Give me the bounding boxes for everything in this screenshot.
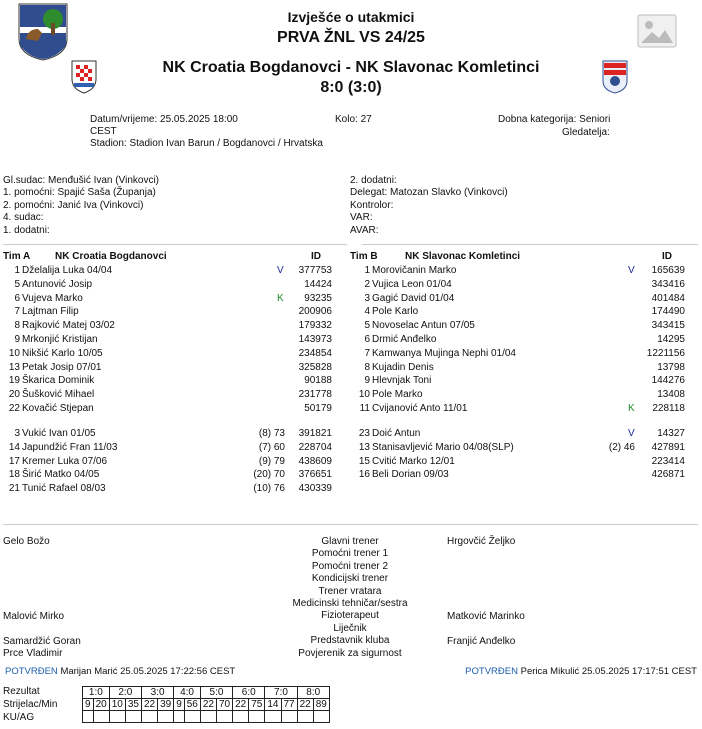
timeline-scores-row bbox=[83, 687, 330, 699]
player-number: 23 bbox=[358, 428, 370, 439]
player-number: 3 bbox=[14, 428, 20, 439]
player-number: 7 bbox=[14, 306, 20, 318]
official-assistant-1: 1. pomoćni: Spajić Saša (Županja) bbox=[3, 187, 156, 199]
player-id: 93235 bbox=[304, 292, 332, 304]
timeline-card-cell bbox=[313, 711, 329, 723]
team-a-physio: Malović Mirko bbox=[3, 611, 65, 622]
timeline-score-cell: 5:0 bbox=[200, 687, 232, 699]
timeline-label-cards: KU/AG bbox=[3, 712, 35, 723]
team-a-security: Prce Vladimir bbox=[3, 648, 63, 659]
timeline-score-cell: 8:0 bbox=[297, 687, 329, 699]
role-assistant-coach-1: Pomoćni trener 1 bbox=[311, 548, 389, 560]
player-id: 438609 bbox=[298, 455, 332, 467]
timeline-scorer-cell: 14 bbox=[265, 699, 281, 711]
player-number: 1 bbox=[364, 265, 370, 276]
team-a-confirmed-by: Marijan Marić 25.05.2025 17:22:56 CEST bbox=[60, 666, 236, 677]
match-round: Kolo: 27 bbox=[335, 114, 372, 125]
role-fitness-coach: Kondicijski trener bbox=[311, 573, 389, 585]
officials-right bbox=[350, 175, 508, 237]
official-additional-2: 2. dodatni: bbox=[350, 175, 397, 186]
player-number: 9 bbox=[364, 375, 370, 387]
player-id: 144276 bbox=[651, 375, 685, 387]
player-id: 376651 bbox=[298, 469, 332, 481]
player-id: 174490 bbox=[651, 306, 685, 318]
player-id: 377753 bbox=[298, 265, 332, 276]
player-number: 18 bbox=[8, 469, 20, 481]
timeline-label-scorer: Strijelac/Min bbox=[3, 699, 58, 710]
role-head-coach: Glavni trener bbox=[321, 536, 379, 547]
player-name: Mrkonjić Kristijan bbox=[22, 334, 98, 345]
player-name: Škarica Dominik bbox=[22, 375, 95, 387]
goalkeeper-flag: V bbox=[277, 265, 284, 276]
timeline-scorers-row bbox=[83, 699, 330, 711]
player-name: Kovačić Stjepan bbox=[22, 403, 94, 414]
official-fourth: 4. sudac: bbox=[3, 212, 44, 224]
player-name: Kremer Luka 07/06 bbox=[22, 455, 108, 467]
player-id: 13798 bbox=[657, 361, 685, 373]
team-a-label: Tim A bbox=[3, 251, 31, 262]
timeline-minute-cell: 89 bbox=[313, 699, 329, 711]
player-name: Gagić David 01/04 bbox=[372, 292, 455, 304]
player-id: 13408 bbox=[657, 389, 685, 401]
player-id: 50179 bbox=[304, 403, 332, 414]
player-name: Novoselac Antun 07/05 bbox=[372, 320, 475, 332]
staff-roles bbox=[250, 536, 450, 660]
player-number: 10 bbox=[8, 347, 20, 359]
player-substitution: (20) 70 bbox=[253, 469, 285, 481]
player-number: 13 bbox=[358, 441, 370, 453]
player-number: 6 bbox=[14, 292, 20, 304]
timeline-card-cell bbox=[200, 711, 216, 723]
match-datetime: Datum/vrijeme: 25.05.2025 18:00 bbox=[90, 114, 238, 125]
timeline-scorer-cell: 22 bbox=[141, 699, 157, 711]
team-b-head-coach: Hrgovčić Željko bbox=[447, 536, 516, 547]
player-id: 90188 bbox=[304, 375, 332, 387]
role-doctor: Liječnik bbox=[333, 622, 367, 634]
player-name: Antunović Josip bbox=[22, 278, 93, 290]
timeline-card-cell bbox=[265, 711, 281, 723]
timeline-score-cell: 4:0 bbox=[174, 687, 201, 699]
officials-left bbox=[3, 175, 159, 237]
match-score: 8:0 (3:0) bbox=[320, 79, 382, 96]
timeline-table bbox=[82, 686, 330, 723]
player-name: Rajković Matej 03/02 bbox=[22, 320, 115, 332]
player-id: 426871 bbox=[651, 469, 685, 481]
timeline-label-result: Rezultat bbox=[3, 686, 40, 697]
player-id: 343415 bbox=[651, 320, 685, 332]
player-id: 14327 bbox=[657, 428, 685, 439]
timeline-minute-cell: 56 bbox=[184, 699, 200, 711]
player-name: Cvitić Marko 12/01 bbox=[372, 455, 455, 467]
player-number: 5 bbox=[14, 278, 20, 290]
player-number: 8 bbox=[14, 320, 20, 332]
player-name: Nikšić Karlo 10/05 bbox=[22, 347, 103, 359]
goalkeeper-flag: V bbox=[628, 265, 635, 276]
timeline-score-cell: 1:0 bbox=[83, 687, 110, 699]
player-id: 231778 bbox=[298, 389, 332, 401]
timeline-card-cell bbox=[83, 711, 94, 723]
player-substitution: (8) 73 bbox=[258, 428, 285, 439]
spectators: Gledatelja: bbox=[562, 127, 610, 138]
player-substitution: (9) 79 bbox=[258, 455, 285, 467]
player-name: Petak Josip 07/01 bbox=[22, 361, 102, 373]
timeline-card-cell bbox=[109, 711, 125, 723]
player-name: Cvijanović Anto 11/01 bbox=[372, 403, 468, 414]
captain-flag: K bbox=[277, 292, 284, 304]
player-substitution: (10) 76 bbox=[253, 483, 285, 495]
player-name: Pole Karlo bbox=[372, 306, 419, 318]
team-b-id-header: ID bbox=[662, 251, 672, 262]
player-id: 165639 bbox=[651, 265, 685, 276]
report-title: Izvješće o utakmici bbox=[287, 9, 415, 25]
timeline-minute-cell: 70 bbox=[217, 699, 233, 711]
confirmed-label: POTVRĐEN bbox=[465, 666, 518, 677]
player-name: Lajtman Filip bbox=[22, 306, 79, 318]
player-name: Dželalija Luka 04/04 bbox=[22, 265, 113, 276]
player-number: 8 bbox=[364, 361, 370, 373]
match-title: NK Croatia Bogdanovci - NK Slavonac Komletinci bbox=[162, 59, 540, 76]
timeline-card-cell bbox=[281, 711, 297, 723]
player-name: Vukić Ivan 01/05 bbox=[22, 428, 96, 439]
timeline-card-cell bbox=[141, 711, 157, 723]
player-name: Kujadin Denis bbox=[372, 361, 434, 373]
official-assistant-2: 2. pomoćni: Janić Iva (Vinkovci) bbox=[3, 199, 144, 211]
player-id: 1221156 bbox=[646, 347, 685, 359]
official-var: VAR: bbox=[350, 212, 373, 224]
timeline-scorer-cell: 22 bbox=[200, 699, 216, 711]
team-a-name: NK Croatia Bogdanovci bbox=[55, 251, 167, 262]
official-additional-1: 1. dodatni: bbox=[3, 224, 50, 236]
player-name: Beli Dorian 09/03 bbox=[372, 469, 449, 481]
league-title: PRVA ŽNL VS 24/25 bbox=[277, 29, 425, 46]
role-goalkeeper-coach: Trener vratara bbox=[318, 585, 382, 597]
timeline-minute-cell: 35 bbox=[125, 699, 141, 711]
player-substitution: (2) 46 bbox=[608, 441, 635, 453]
player-id: 401484 bbox=[651, 292, 685, 304]
timeline-score-cell: 3:0 bbox=[141, 687, 173, 699]
player-name: Drmić Anđelko bbox=[372, 334, 437, 345]
player-number: 11 bbox=[359, 403, 370, 414]
timeline-minute-cell: 75 bbox=[249, 699, 265, 711]
timeline-card-cell bbox=[217, 711, 233, 723]
role-assistant-coach-2: Pomoćni trener 2 bbox=[311, 560, 389, 572]
divider bbox=[3, 244, 347, 245]
player-number: 7 bbox=[364, 347, 370, 359]
player-substitution: (7) 60 bbox=[258, 441, 285, 453]
player-name: Doić Antun bbox=[372, 428, 421, 439]
player-id: 430339 bbox=[298, 483, 332, 495]
player-name: Širić Matko 04/05 bbox=[22, 469, 100, 481]
role-medic: Medicinski tehničar/sestra bbox=[292, 598, 408, 610]
confirmed-label: POTVRĐEN bbox=[5, 666, 58, 677]
timeline-scorer-cell: 22 bbox=[233, 699, 249, 711]
team-a-club-rep: Samardžić Goran bbox=[3, 636, 81, 647]
timeline-card-cell bbox=[125, 711, 141, 723]
player-number: 6 bbox=[364, 334, 370, 345]
player-name: Kamwanya Mujinga Nephi 01/04 bbox=[372, 347, 516, 359]
timeline-minute-cell: 20 bbox=[93, 699, 109, 711]
player-name: Hlevnjak Toni bbox=[372, 375, 432, 387]
player-name: Morovičanin Marko bbox=[372, 265, 457, 276]
team-b-confirmation bbox=[465, 666, 697, 677]
match-timezone: CEST bbox=[90, 126, 117, 137]
player-number: 4 bbox=[364, 306, 370, 318]
official-avar: AVAR: bbox=[350, 224, 379, 236]
captain-flag: K bbox=[628, 403, 635, 414]
timeline-score-cell: 2:0 bbox=[109, 687, 141, 699]
player-name: Vujeva Marko bbox=[22, 292, 83, 304]
goalkeeper-flag: V bbox=[628, 428, 635, 439]
player-number: 3 bbox=[364, 292, 370, 304]
team-a-id-header: ID bbox=[311, 251, 321, 262]
player-number: 2 bbox=[364, 278, 370, 290]
player-number: 15 bbox=[358, 455, 370, 467]
player-number: 9 bbox=[14, 334, 20, 345]
player-id: 391821 bbox=[298, 428, 332, 439]
timeline-card-cell bbox=[93, 711, 109, 723]
player-number: 14 bbox=[8, 441, 20, 453]
player-id: 325828 bbox=[298, 361, 332, 373]
player-name: Vujica Leon 01/04 bbox=[372, 278, 452, 290]
player-number: 20 bbox=[8, 389, 20, 401]
player-number: 19 bbox=[8, 375, 20, 387]
team-a-head-coach: Gelo Božo bbox=[3, 536, 50, 547]
player-number: 13 bbox=[8, 361, 20, 373]
player-number: 1 bbox=[14, 265, 20, 276]
timeline-scorer-cell: 10 bbox=[109, 699, 125, 711]
team-a-confirmation bbox=[5, 666, 235, 677]
timeline-scorer-cell: 9 bbox=[83, 699, 94, 711]
match-stadium: Stadion: Stadion Ivan Barun / Bogdanovci / Hrvatska bbox=[90, 138, 323, 149]
official-controller: Kontrolor: bbox=[350, 199, 394, 211]
official-delegate: Delegat: Matozan Slavko (Vinkovci) bbox=[350, 187, 508, 199]
role-physio: Fizioterapeut bbox=[321, 610, 379, 622]
timeline-card-cell bbox=[233, 711, 249, 723]
player-name: Tunić Rafael 08/03 bbox=[22, 483, 106, 495]
age-category: Dobna kategorija: Seniori bbox=[498, 114, 611, 125]
player-number: 16 bbox=[358, 469, 370, 481]
timeline-card-cell bbox=[174, 711, 185, 723]
timeline-scorer-cell: 9 bbox=[174, 699, 185, 711]
player-number: 17 bbox=[8, 455, 20, 467]
timeline-score-cell: 7:0 bbox=[265, 687, 297, 699]
timeline-cards-row bbox=[83, 711, 330, 723]
player-name: Šušković Mihael bbox=[22, 389, 95, 401]
player-number: 22 bbox=[8, 403, 20, 414]
player-name: Pole Marko bbox=[372, 389, 423, 401]
player-number: 21 bbox=[8, 483, 20, 495]
timeline-minute-cell: 39 bbox=[158, 699, 174, 711]
player-id: 179332 bbox=[298, 320, 332, 332]
player-number: 5 bbox=[364, 320, 370, 332]
timeline-minute-cell: 77 bbox=[281, 699, 297, 711]
timeline-card-cell bbox=[249, 711, 265, 723]
team-b-physio: Matković Marinko bbox=[447, 611, 525, 622]
player-id: 343416 bbox=[651, 278, 685, 290]
player-number: 10 bbox=[358, 389, 370, 401]
player-id: 223414 bbox=[651, 455, 685, 467]
timeline-card-cell bbox=[158, 711, 174, 723]
timeline-card-cell bbox=[184, 711, 200, 723]
team-b-confirmed-by: Perica Mikulić 25.05.2025 17:17:51 CEST bbox=[520, 666, 697, 677]
player-id: 228118 bbox=[652, 403, 685, 414]
official-head-referee: Gl.sudac: Menđušić Ivan (Vinkovci) bbox=[3, 175, 159, 186]
role-security: Povjerenik za sigurnost bbox=[298, 647, 402, 659]
timeline-card-cell bbox=[297, 711, 313, 723]
player-id: 427891 bbox=[651, 441, 685, 453]
player-name: Japundžić Fran 11/03 bbox=[22, 441, 118, 453]
timeline-score-cell: 6:0 bbox=[233, 687, 265, 699]
player-name: Stanisavljević Mario 04/08(SLP) bbox=[372, 441, 514, 453]
team-b-club-rep: Franjić Anđelko bbox=[447, 636, 516, 647]
divider bbox=[362, 244, 698, 245]
role-club-rep: Predstavnik kluba bbox=[310, 635, 390, 647]
player-id: 234854 bbox=[298, 347, 332, 359]
divider bbox=[3, 524, 698, 525]
player-id: 14295 bbox=[657, 334, 685, 345]
player-id: 14424 bbox=[304, 278, 332, 290]
player-id: 200906 bbox=[298, 306, 332, 318]
team-b-label: Tim B bbox=[350, 251, 378, 262]
timeline-scorer-cell: 22 bbox=[297, 699, 313, 711]
player-id: 143973 bbox=[298, 334, 332, 345]
team-b-name: NK Slavonac Komletinci bbox=[405, 251, 521, 262]
player-id: 228704 bbox=[298, 441, 332, 453]
